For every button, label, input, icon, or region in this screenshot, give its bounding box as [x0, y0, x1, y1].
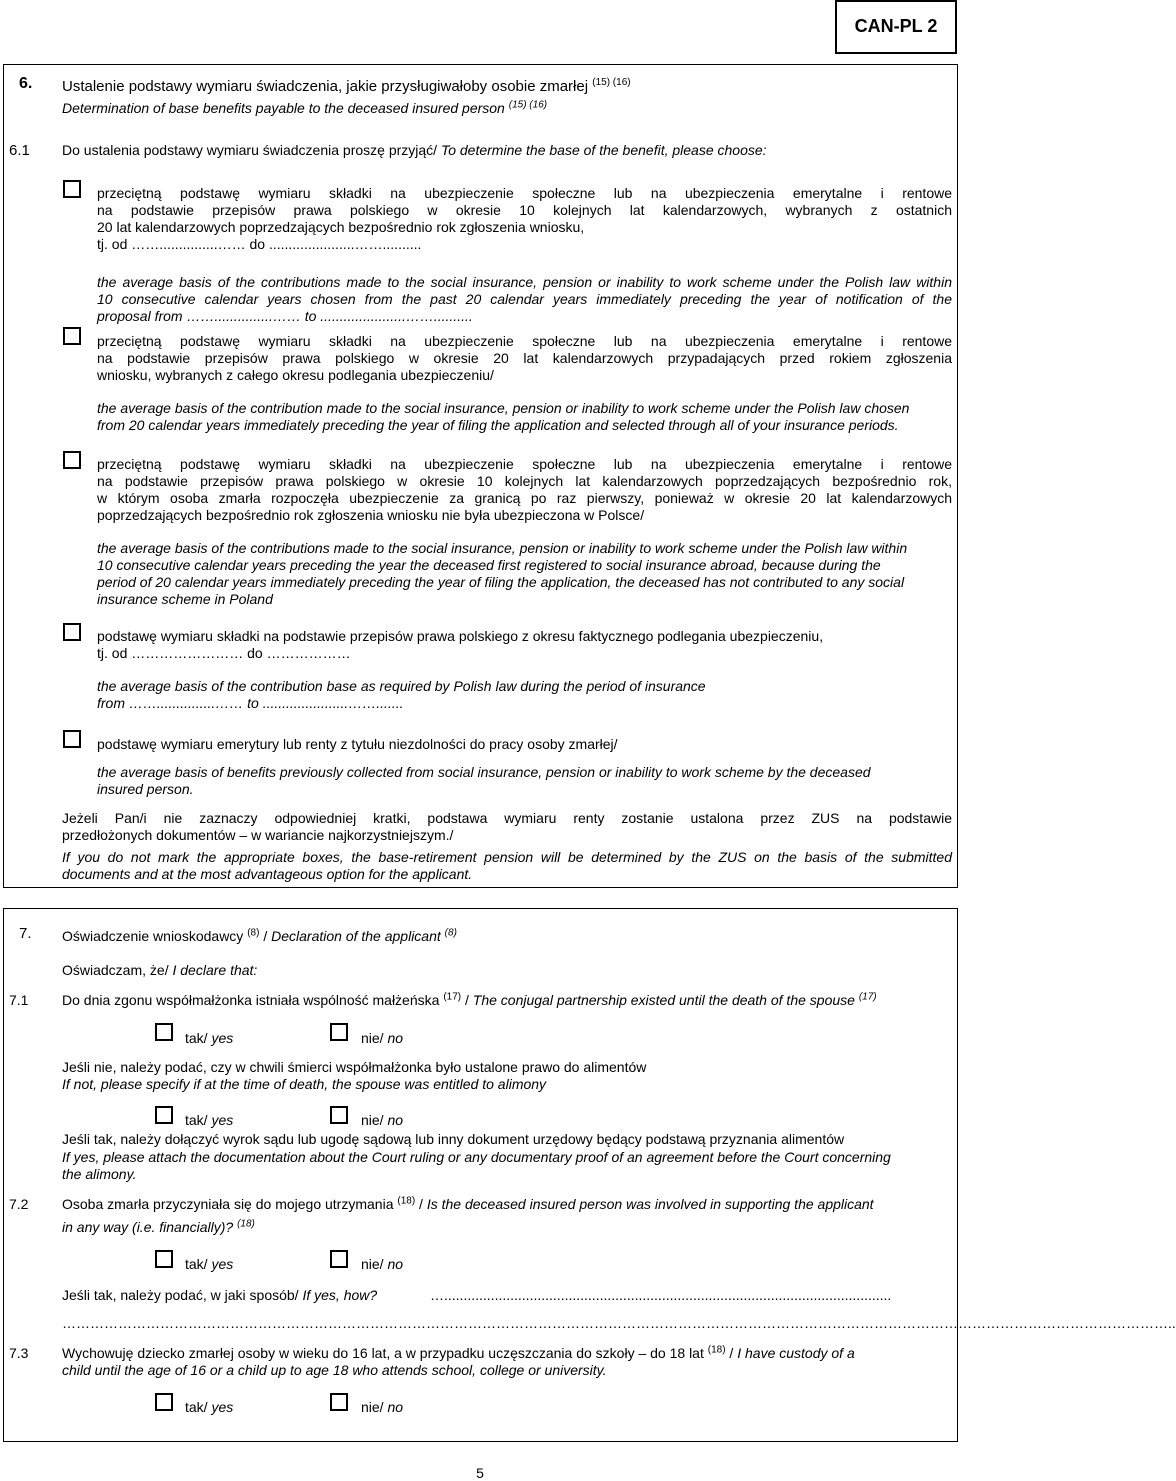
section-6-title-pl: Ustalenie podstawy wymiaru świadczenia, jakie przysługiwałoby osobie zmarłej $^{(15) (16)}$: [62, 77, 631, 95]
q73-yes-checkbox[interactable]: [155, 1393, 173, 1411]
form-code-box: [835, 0, 957, 54]
q72-number: 7.2: [9, 1196, 29, 1212]
section-6-number: 6.: [19, 75, 33, 92]
option-1-pl: przeciętną podstawę wymiaru składki na ubezpieczenie społeczne lub na ubezpieczenia emerytalne i rentowe na podstawie przepisów prawa polskiego w okresie 10 kolejnych lat kalendarzowych, wybranych z ostatnich 20 lat kalendarzowych poprzedzających bezpośrednio rok zgłoszenia wniosku, tj. od ……...............…… do ......................……..........: [97, 185, 952, 252]
q71-followup1-pl: Jeśli nie, należy podać, czy w chwili śmierci współmałżonka było ustalone prawo do alimentów: [62, 1059, 647, 1075]
page-number: 5: [476, 1465, 484, 1481]
subsection-6-1-number: 6.1: [9, 142, 30, 159]
q71-yes-label: tak/ yes: [185, 1030, 234, 1046]
option-1-en: the average basis of the contributions made to the social insurance, pension or inability to work scheme under the Polish law within 10 consecutive calendar years chosen from the past 20 calendar years immediately preceding the year of notification of the proposal from ……...............…… to ......................……..........: [97, 274, 952, 324]
subsection-6-1-text: Do ustalenia podstawy wymiaru świadczenia proszę przyjąć/ To determine the base of the benefit, please choose:: [62, 142, 767, 158]
option-1-checkbox[interactable]: [63, 180, 81, 198]
q73-number: 7.3: [9, 1345, 29, 1361]
q71-followup2-en: If yes, please attach the documentation about the Court ruling or any documentary proof of an agreement before the Court concerning the alimony.: [62, 1149, 891, 1182]
q72-how-answer-line1[interactable]: …...................................................................................................................: [430, 1287, 892, 1303]
option-3-en: the average basis of the contributions made to the social insurance, pension or inability to work scheme under the Polish law within 10 consecutive calendar years preceding the year the deceased first registered to social insurance abroad, because during the period of 20 calendar years immediately preceding the year of filing the application, the deceased has not contributed to any social insurance scheme in Poland: [97, 540, 908, 607]
q72-no-checkbox[interactable]: [330, 1250, 348, 1268]
q71-text: Do dnia zgonu współmałżonka istniała wspólność małżeńska $^{(17)}$ / The conjugal partnership existed until the death of the spouse $^{(17)}$: [62, 991, 877, 1008]
note-en: If you do not mark the appropriate boxes, the base-retirement pension will be determined by the ZUS on the basis of the submitted documents and at the most advantageous option for the applicant.: [62, 849, 952, 882]
form-code: CAN-PL 2: [854, 16, 938, 36]
declare-text: Oświadczam, że/ I declare that:: [62, 962, 258, 978]
q71-no-label: nie/ no: [361, 1030, 404, 1046]
option-5-pl: podstawę wymiaru emerytury lub renty z tytułu niezdolności do pracy osoby zmarłej/: [97, 736, 618, 752]
q71-alimony-no-checkbox[interactable]: [330, 1106, 348, 1124]
q71-followup1-en: If not, please specify if at the time of death, the spouse was entitled to alimony: [62, 1076, 547, 1092]
option-5-en: the average basis of benefits previously collected from social insurance, pension or inability to work scheme by the deceased insured person.: [97, 764, 871, 797]
option-2-en: the average basis of the contribution made to the social insurance, pension or inability to work scheme under the Polish law chosen from 20 calendar years immediately preceding the year of filing the application and selected through all of your insurance periods.: [97, 400, 910, 433]
q73-yes-label: tak/ yes: [185, 1399, 234, 1415]
q73-no-checkbox[interactable]: [330, 1393, 348, 1411]
q71-yes-checkbox[interactable]: [155, 1023, 173, 1041]
q71-alimony-yes-label: tak/ yes: [185, 1112, 234, 1128]
option-4-pl: podstawę wymiaru składki na podstawie przepisów prawa polskiego z okresu faktycznego podlegania ubezpieczeniu, tj. od …………………… do ………………: [97, 628, 824, 661]
section-7-title: Oświadczenie wnioskodawcy $^{(8)}$ / Declaration of the applicant $^{(8)}$: [62, 927, 457, 944]
q72-text-line2: in any way (i.e. financially)? $^{(18)}$: [62, 1218, 255, 1235]
q72-how-answer-line2[interactable]: …………………………………………………………………………………………………………………………………………………………………………………………………………………..: [62, 1315, 1176, 1331]
section-6-title-en: Determination of base benefits payable to the deceased insured person $^{(15) (16)}$: [62, 99, 548, 116]
q73-text: Wychowuję dziecko zmarłej osoby w wieku do 16 lat, a w przypadku uczęszczania do szkoły – do 18 lat $^{(18)}$ / I have custody of a: [62, 1344, 855, 1361]
q72-how: Jeśli tak, należy podać, w jaki sposób/ If yes, how?: [62, 1287, 378, 1303]
q71-alimony-no-label: nie/ no: [361, 1112, 404, 1128]
q71-alimony-yes-checkbox[interactable]: [155, 1106, 173, 1124]
q71-no-checkbox[interactable]: [330, 1023, 348, 1041]
option-2-checkbox[interactable]: [63, 327, 81, 345]
q73-text-line2: child until the age of 16 or a child up to age 18 who attends school, college or university.: [62, 1362, 607, 1378]
option-3-checkbox[interactable]: [63, 451, 81, 469]
option-2-pl: przeciętną podstawę wymiaru składki na ubezpieczenie społeczne lub na ubezpieczenia emerytalne i rentowe na podstawie przepisów prawa polskiego w okresie 20 lat kalendarzowych przypadających przed rokiem zgłoszenia wniosku, wybranych z całego okresu podlegania ubezpieczeniu/: [97, 333, 952, 383]
q73-no-label: nie/ no: [361, 1399, 404, 1415]
q72-text: Osoba zmarła przyczyniała się do mojego utrzymania $^{(18)}$ / Is the deceased insured person was involved in supporting the applicant: [62, 1195, 874, 1212]
option-5-checkbox[interactable]: [63, 730, 81, 748]
option-4-checkbox[interactable]: [63, 623, 81, 641]
note-pl: Jeżeli Pan/i nie zaznaczy odpowiedniej kratki, podstawa wymiaru renty zostanie ustalona przez ZUS na podstawie przedłożonych dokumentów – w wariancie najkorzystniejszym./: [62, 810, 952, 843]
q71-number: 7.1: [9, 992, 29, 1008]
section-7-number: 7.: [19, 925, 32, 942]
option-4-en: the average basis of the contribution base as required by Polish law during the period of insurance from ……...............…… to ......................…….......: [97, 678, 706, 711]
q71-followup2-pl: Jeśli tak, należy dołączyć wyrok sądu lub ugodę sądową lub inny dokument urzędowy będący podstawą przyznania alimentów: [62, 1131, 845, 1147]
q72-no-label: nie/ no: [361, 1256, 404, 1272]
q72-yes-label: tak/ yes: [185, 1256, 234, 1272]
option-3-pl: przeciętną podstawę wymiaru składki na ubezpieczenie społeczne lub na ubezpieczenia emerytalne i rentowe na podstawie przepisów prawa polskiego w okresie 10 kolejnych lat kalendarzowych poprzedzających bezpośrednio rok, w którym osoba zmarła rozpoczęła ubezpieczenie za granicą po raz pierwszy, ponieważ w okresie 20 lat kalendarzowych poprzedzających bezpośrednio rok zgłoszenia wniosku nie była ubezpieczona w Polsce/: [97, 456, 952, 523]
q72-yes-checkbox[interactable]: [155, 1250, 173, 1268]
